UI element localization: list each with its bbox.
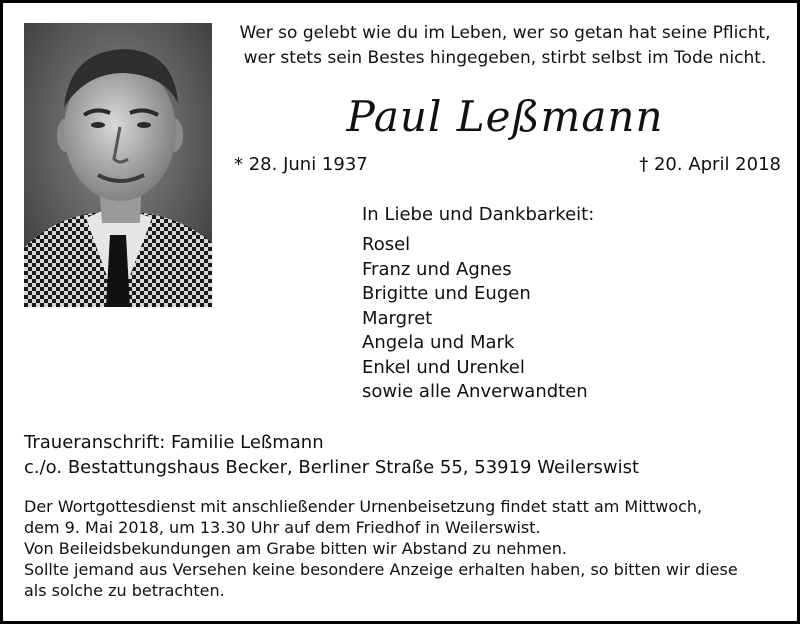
poem-line: Wer so gelebt wie du im Leben, wer so getan hat seine Pflicht, xyxy=(239,23,771,43)
address-line: c./o. Bestattungshaus Becker, Berliner Straße 55, 53919 Weilerswist xyxy=(24,457,640,478)
mourner-item: Franz und Agnes xyxy=(362,258,512,280)
birth-date: * 28. Juni 1937 xyxy=(234,154,368,175)
deceased-name: Paul Leßmann xyxy=(346,92,664,141)
mourner-item: Margret xyxy=(362,307,433,329)
mourner-item: Angela und Mark xyxy=(362,332,515,353)
notice-line: Der Wortgottesdienst mit anschließender Urnenbeisetzung findet statt am Mittwoch, xyxy=(24,497,703,516)
mourners-list xyxy=(362,233,588,405)
portrait-photo xyxy=(24,23,212,307)
memorial-poem xyxy=(225,21,785,71)
mourning-address xyxy=(24,430,639,480)
notice-line: Von Beileidsbekundungen am Grabe bitten wir Abstand zu nehmen. xyxy=(24,539,567,558)
portrait-illustration xyxy=(24,23,212,307)
mourner-item: Rosel xyxy=(362,234,411,255)
service-notice xyxy=(24,496,784,601)
notice-line: dem 9. Mai 2018, um 13.30 Uhr auf dem Friedhof in Weilerswist. xyxy=(24,518,541,537)
mourner-item: Brigitte und Eugen xyxy=(362,283,531,304)
poem-line: wer stets sein Bestes hingegeben, stirbt selbst im Tode nicht. xyxy=(243,48,767,68)
address-line: Traueranschrift: Familie Leßmann xyxy=(24,432,324,453)
mourner-item: Enkel und Urenkel xyxy=(362,356,525,378)
notice-line: Sollte jemand aus Versehen keine besondere Anzeige erhalten haben, so bitten wir diese xyxy=(24,560,738,579)
mourner-item: sowie alle Anverwandten xyxy=(362,381,588,402)
death-date: † 20. April 2018 xyxy=(639,154,781,175)
mourners-intro: In Liebe und Dankbarkeit: xyxy=(362,204,595,225)
notice-line: als solche zu betrachten. xyxy=(24,581,225,600)
